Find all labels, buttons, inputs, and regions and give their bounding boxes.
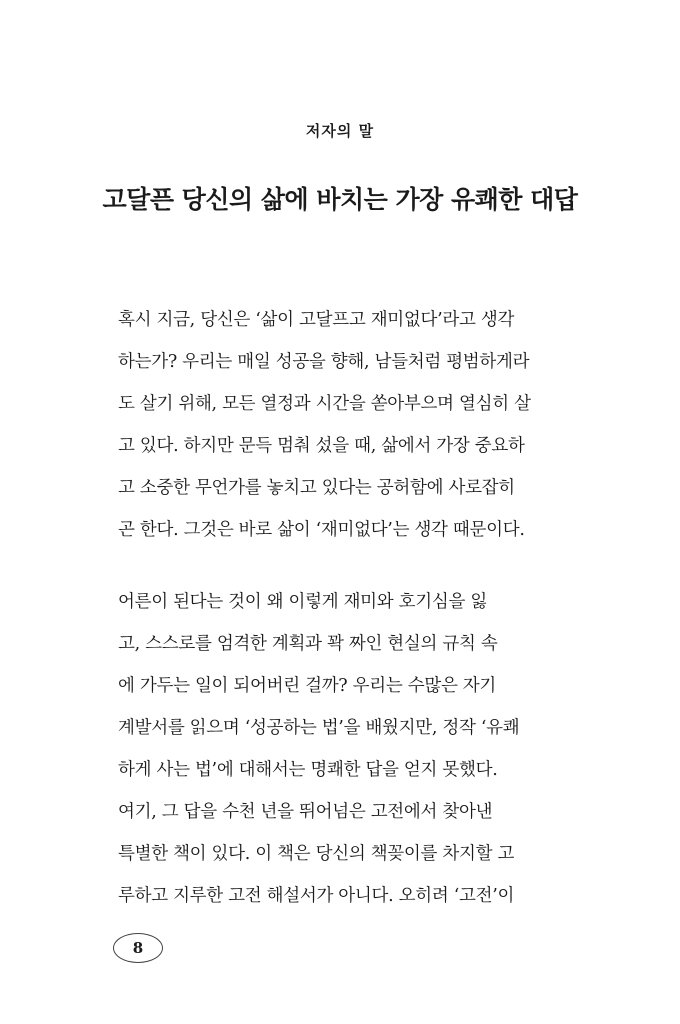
text-line: 하게 사는 법’에 대해서는 명쾌한 답을 얻지 못했다. <box>118 760 498 780</box>
text-line: 혹시 지금, 당신은 ‘삶이 고달프고 재미없다’라고 생각 <box>118 310 515 330</box>
page-number: 8 <box>113 933 163 963</box>
text-line: 어른이 된다는 것이 왜 이렇게 재미와 호기심을 잃 <box>118 592 487 612</box>
text-line: 고, 스스로를 엄격한 계획과 꽉 짜인 현실의 규칙 속 <box>118 634 498 654</box>
text-line: 고 소중한 무언가를 놓치고 있다는 공허함에 사로잡히 <box>118 478 515 498</box>
section-label: 저자의 말 <box>305 122 375 140</box>
text-line: 고 있다. 하지만 문득 멈춰 섰을 때, 삶에서 가장 중요하 <box>118 436 525 456</box>
text-line: 루하고 지루한 고전 해설서가 아니다. 오히려 ‘고전’이 <box>118 886 515 906</box>
chapter-title: 고달픈 당신의 삶에 바치는 가장 유쾌한 대답 <box>102 185 578 214</box>
text-line: 곤 한다. 그것은 바로 삶이 ‘재미없다’는 생각 때문이다. <box>118 520 525 540</box>
text-line: 여기, 그 답을 수천 년을 뛰어넘은 고전에서 찾아낸 <box>118 802 493 822</box>
text-line: 하는가? 우리는 매일 성공을 향해, 남들처럼 평범하게라 <box>118 352 530 372</box>
text-line: 도 살기 위해, 모든 열정과 시간을 쏟아부으며 열심히 살 <box>118 394 531 414</box>
text-line: 계발서를 읽으며 ‘성공하는 법’을 배웠지만, 정작 ‘유쾌 <box>118 718 520 738</box>
paragraph-1 <box>118 299 558 551</box>
text-line: 특별한 책이 있다. 이 책은 당신의 책꽂이를 차지할 고 <box>118 844 515 864</box>
paragraph-2 <box>118 581 558 917</box>
text-line: 에 가두는 일이 되어버린 걸까? 우리는 수많은 자기 <box>118 676 497 696</box>
